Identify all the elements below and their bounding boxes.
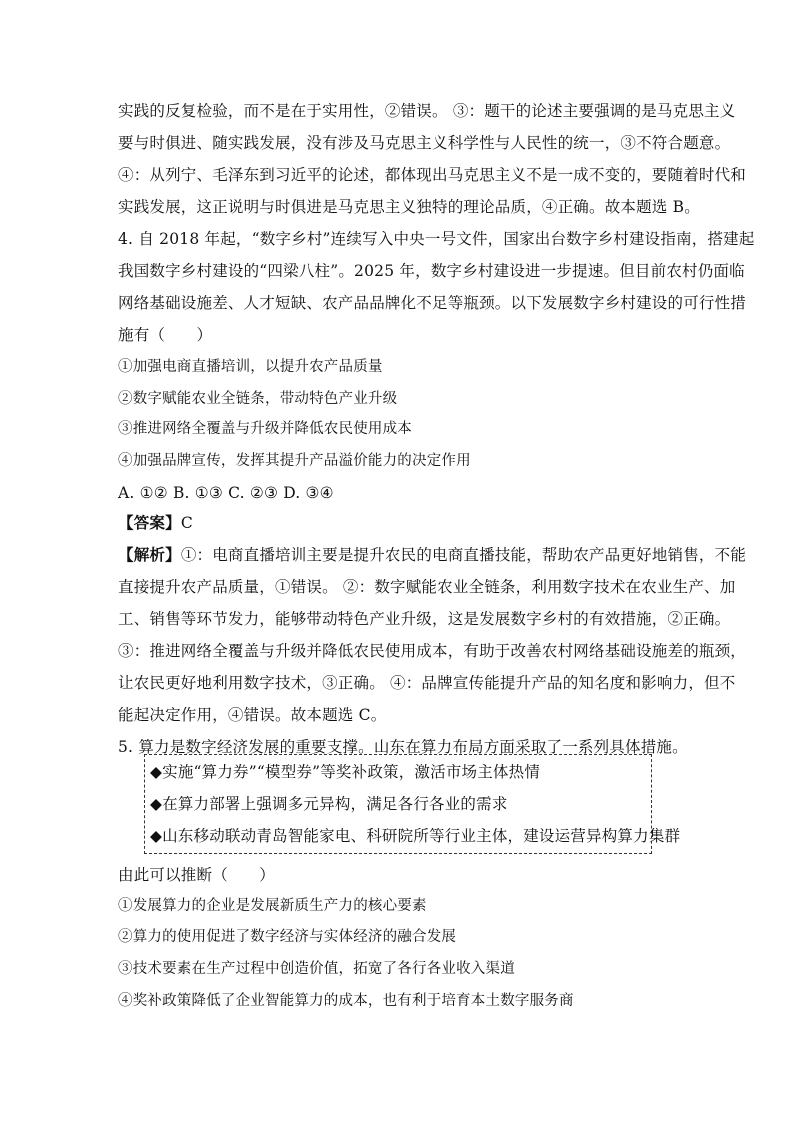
question-4-option-1: ①加强电商直播培训，以提升农产品质量 — [118, 359, 383, 375]
material-item-2: ◆在算力部署上强调多元异构，满足各行各业的需求 — [150, 795, 508, 813]
question-5-option-2: ②算力的使用促进了数字经济与实体经济的融合发展 — [118, 929, 457, 945]
material-item-3: ◆山东移动联动青岛智能家电、科研院所等行业主体，建设运营异构算力集群 — [150, 827, 681, 845]
explanation-line-1 — [118, 544, 747, 566]
question-4-option-4: ④加强品牌宣传，发挥其提升产品溢价能力的决定作用 — [118, 453, 471, 469]
question-4-option-2: ②数字赋能农业全链条，带动特色产业升级 — [118, 391, 398, 407]
question-4-stem-line-4: 施有（ ） — [118, 326, 213, 344]
question-5-stem-line-1: 5. 算力是数字经济发展的重要支撑。山东在算力布局方面采取了一系列具体措施。 — [118, 738, 688, 756]
explanation-line-2: 直接提升农产品质量，①错误。 ②：数字赋能农业全链条，利用数字技术在农业生产、加 — [118, 578, 736, 596]
prev-explanation-line-1: 实践的反复检验，而不是在于实用性，②错误。 ③：题干的论述主要强调的是马克思主义 — [118, 102, 736, 120]
question-5-option-4: ④奖补政策降低了企业智能算力的成本，也有利于培育本土数字服务商 — [118, 993, 574, 1009]
material-item-1: ◆实施“算力券”“模型券”等奖补政策，激活市场主体热情 — [150, 763, 541, 781]
question-4-choices: A. ①② B. ①③ C. ②③ D. ③④ — [118, 484, 334, 502]
question-5-option-1: ①发展算力的企业是发展新质生产力的核心要素 — [118, 898, 427, 914]
prev-explanation-line-4: 实践发展，这正说明与时俱进是马克思主义独特的理论品质，④正确。故本题选 B。 — [118, 198, 700, 216]
explanation-line-4: ③：推进网络全覆盖与升级并降低农民使用成本，有助于改善农村网络基础设施差的瓶颈， — [118, 642, 747, 660]
answer-line — [118, 512, 678, 534]
material-box — [144, 754, 681, 854]
explanation-label: 【解析】 — [118, 545, 181, 564]
question-4-option-3: ③推进网络全覆盖与升级并降低农民使用成本 — [118, 421, 412, 437]
explanation-line-5: 让农民更好地利用数字技术，③正确。 ④：品牌宣传能提升产品的知名度和影响力，但不 — [118, 674, 736, 692]
explanation-line-3: 工、销售等环节发力，能够带动特色产业升级，这是发展数字乡村的有效措施，②正确。 — [118, 610, 731, 628]
explanation-line-6: 能起决定作用，④错误。故本题选 C。 — [118, 706, 387, 724]
question-4-stem-line-2: 我国数字乡村建设的“四梁八柱”。2025 年，数字乡村建设进一步提速。但目前农村仍面临 — [118, 262, 745, 280]
answer-label: 【答案】 — [118, 513, 181, 532]
prev-explanation-line-2: 要与时俱进、随实践发展，没有涉及马克思主义科学性与人民性的统一，③不符合题意。 — [118, 134, 731, 152]
explanation-text-1: ①：电商直播培训主要是提升农民的电商直播技能，帮助农产品更好地销售，不能 — [180, 546, 747, 564]
answer-value: C — [180, 514, 193, 532]
question-4-stem-line-3: 网络基础设施差、人才短缺、农产品品牌化不足等瓶颈。以下发展数字乡村建设的可行性措 — [118, 294, 747, 312]
question-4-stem-line-1: 4. 自 2018 年起，“数字乡村”连续写入中央一号文件，国家出台数字乡村建设指南，搭建起 — [118, 230, 755, 248]
prev-explanation-line-3: ④：从列宁、毛泽东到习近平的论述，都体现出马克思主义不是一成不变的，要随着时代和 — [118, 166, 747, 184]
question-5-stem-line-2: 由此可以推断（ ） — [118, 866, 276, 884]
question-5-option-3: ③技术要素在生产过程中创造价值，拓宽了各行各业收入渠道 — [118, 961, 515, 977]
